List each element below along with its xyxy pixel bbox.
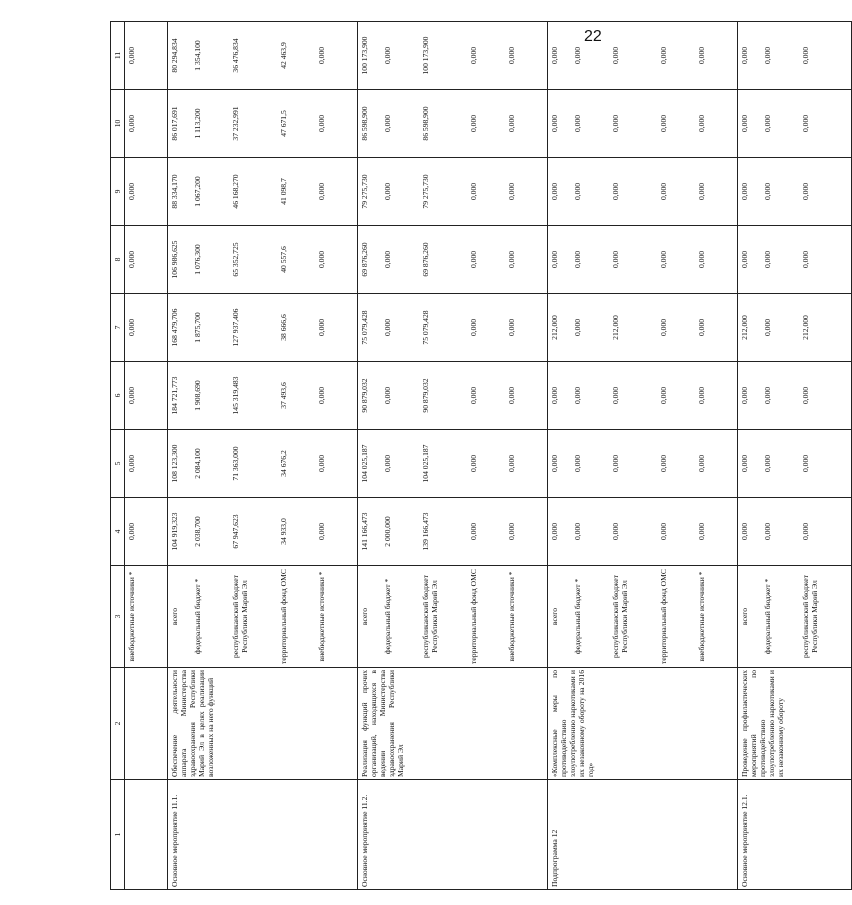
amount-value: 1 076,300 [193,244,202,275]
amount-value: 212,000 [801,315,810,340]
amount-cell [548,90,738,158]
event-code-cell: Основное мероприятие 11.1. [168,780,358,890]
amount-value: 42 463,9 [279,42,288,69]
amount-value: 139 166,473 [421,512,430,551]
amount-value: 0,000 [317,318,326,337]
amount-value: 0,000 [383,386,392,405]
amount-cell [168,22,358,90]
amount-cell [738,294,852,362]
amount-value: 0,000 [317,250,326,269]
amount-value: 0,000 [763,114,772,133]
amount-value: 0,000 [573,250,582,269]
amount-value: 0,000 [697,454,706,473]
funding-source-label: федеральный бюджет * [193,578,202,655]
event-code-cell: Подпрограмма 12 [548,780,738,890]
amount-value: 90 879,032 [421,378,430,413]
amount-value: 0,000 [383,182,392,201]
amount-value: 0,000 [697,182,706,201]
amount-value: 0,000 [659,454,668,473]
funding-source-label: республиканский бюджет Республики Марий Эл [611,575,629,658]
amount-value: 0,000 [127,114,136,133]
column-number: 8 [111,226,125,294]
amount-value: 38 666,6 [279,314,288,341]
column-number: 1 [111,780,125,890]
amount-cell [738,226,852,294]
amount-value: 0,000 [469,182,478,201]
funding-source-label: республиканский бюджет Республики Марий Эл [421,575,439,658]
funding-source-label: республиканский бюджет Республики Марий Эл [801,575,819,658]
column-number: 5 [111,430,125,498]
amount-value: 0,000 [611,46,620,65]
amount-value: 79 275,730 [421,174,430,209]
funding-source-label: территориальный фонд ОМС [659,569,668,664]
amount-value: 0,000 [383,454,392,473]
amount-value: 104 025,187 [360,444,369,483]
amount-value: 0,000 [127,250,136,269]
funding-source-label: республиканский бюджет Республики Марий Эл [231,575,249,658]
amount-cell [358,430,548,498]
funding-source-label: внебюджетные источники * [697,571,706,662]
amount-value: 0,000 [659,522,668,541]
amount-value: 0,000 [550,46,559,65]
amount-value: 0,000 [507,522,516,541]
amount-cell [125,22,168,90]
amount-value: 0,000 [763,522,772,541]
amount-value: 0,000 [317,454,326,473]
amount-value: 75 079,428 [360,310,369,345]
amount-value: 2 084,100 [193,448,202,479]
amount-value: 34 933,0 [279,518,288,545]
event-name-cell: Обеспечение деятельности аппарата Министерства здравоохранения Республики Марий Эл в целях реализации возложенных на него функций [168,668,358,780]
amount-value: 0,000 [507,318,516,337]
amount-value: 0,000 [469,386,478,405]
amount-cell [738,158,852,226]
amount-value: 86 017,691 [170,106,179,141]
funding-source-label: федеральный бюджет * [573,578,582,655]
amount-value: 0,000 [573,114,582,133]
amount-value: 0,000 [659,182,668,201]
amount-cell [548,362,738,430]
funding-source-label: внебюджетные источники * [507,571,516,662]
amount-value: 0,000 [573,454,582,473]
amount-value: 1 067,200 [193,176,202,207]
amount-cell [358,294,548,362]
amount-value: 0,000 [383,114,392,133]
event-code-cell: Основное мероприятие 11.2. [358,780,548,890]
amount-value: 168 479,706 [170,308,179,347]
amount-value: 0,000 [383,46,392,65]
amount-value: 0,000 [550,250,559,269]
table-row [125,22,168,890]
funding-source-label: всего [550,607,559,626]
amount-cell [125,498,168,566]
amount-value: 86 598,900 [421,106,430,141]
table-row [738,22,852,890]
amount-value: 0,000 [127,454,136,473]
amount-value: 0,000 [469,522,478,541]
amount-value: 0,000 [383,318,392,337]
amount-cell [125,158,168,226]
amount-value: 100 173,900 [421,36,430,75]
amount-value: 0,000 [659,318,668,337]
event-code-cell: Основное мероприятие 12.1. [738,780,852,890]
amount-value: 0,000 [469,318,478,337]
amount-value: 0,000 [763,182,772,201]
amount-value: 0,000 [659,386,668,405]
amount-value: 0,000 [763,318,772,337]
amount-value: 1 113,200 [193,108,202,139]
amount-cell [168,498,358,566]
amount-value: 0,000 [507,250,516,269]
funding-source-label: всего [740,607,749,626]
amount-value: 0,000 [317,46,326,65]
amount-value: 0,000 [127,46,136,65]
amount-value: 47 671,5 [279,110,288,137]
amount-value: 0,000 [763,250,772,269]
amount-value: 0,000 [127,522,136,541]
amount-cell [358,498,548,566]
amount-value: 0,000 [507,46,516,65]
page-number: 22 [584,28,602,45]
amount-value: 0,000 [801,114,810,133]
amount-value: 0,000 [801,454,810,473]
amount-cell [125,430,168,498]
amount-value: 0,000 [127,182,136,201]
amount-value: 212,000 [550,315,559,340]
column-number: 10 [111,90,125,158]
table-row [358,22,548,890]
column-number: 9 [111,158,125,226]
amount-value: 0,000 [763,454,772,473]
amount-value: 75 079,428 [421,310,430,345]
funding-source-label: всего [360,607,369,626]
amount-cell [548,430,738,498]
amount-cell [358,362,548,430]
amount-value: 0,000 [697,522,706,541]
amount-value: 46 168,270 [231,174,240,209]
amount-value: 37 232,991 [231,106,240,141]
event-name-cell: Проведение профилактических мероприятий по противодействию злоупотреблению наркотиками и их незаконному обороту [738,668,852,780]
amount-value: 0,000 [550,454,559,473]
amount-cell [358,226,548,294]
funding-source-cell [168,566,358,668]
amount-value: 0,000 [317,386,326,405]
amount-cell [548,498,738,566]
amount-value: 0,000 [659,46,668,65]
amount-value: 1 875,700 [193,312,202,343]
amount-value: 0,000 [801,182,810,201]
amount-value: 106 986,625 [170,240,179,279]
amount-value: 0,000 [507,114,516,133]
amount-value: 2 038,700 [193,516,202,547]
column-number: 4 [111,498,125,566]
table-row [168,22,358,890]
amount-cell [738,22,852,90]
amount-cell [168,362,358,430]
funding-source-label: всего [170,607,179,626]
amount-cell [548,294,738,362]
amount-value: 0,000 [611,386,620,405]
amount-value: 212,000 [611,315,620,340]
amount-value: 0,000 [659,250,668,269]
funding-source-cell [358,566,548,668]
amount-value: 69 876,260 [421,242,430,277]
amount-value: 65 352,725 [231,242,240,277]
event-name-cell: Реализация функций прочих организаций, находящихся в ведении Министерства здравоохранения Республики Марий Эл [358,668,548,780]
table-row [548,22,738,890]
amount-value: 41 098,7 [279,178,288,205]
funding-source-label: федеральный бюджет * [383,578,392,655]
amount-value: 104 025,187 [421,444,430,483]
table-body [111,22,852,890]
column-number: 7 [111,294,125,362]
event-code-cell [125,780,168,890]
column-number: 3 [111,566,125,668]
amount-value: 0,000 [697,318,706,337]
amount-value: 0,000 [740,250,749,269]
amount-value: 0,000 [573,522,582,541]
amount-value: 0,000 [740,114,749,133]
amount-cell [125,294,168,362]
amount-value: 0,000 [573,386,582,405]
amount-value: 0,000 [801,250,810,269]
amount-value: 0,000 [740,46,749,65]
funding-source-cell [738,566,852,668]
event-name-cell [125,668,168,780]
amount-value: 0,000 [740,182,749,201]
amount-value: 0,000 [697,250,706,269]
amount-value: 212,000 [740,315,749,340]
amount-value: 0,000 [383,250,392,269]
amount-value: 145 319,483 [231,376,240,415]
amount-value: 1 354,100 [193,40,202,71]
funding-source-label: внебюджетные источники * [317,571,326,662]
amount-value: 0,000 [611,522,620,541]
amount-cell [168,90,358,158]
amount-value: 0,000 [801,386,810,405]
amount-value: 0,000 [740,454,749,473]
amount-value: 40 557,6 [279,246,288,273]
amount-value: 0,000 [317,182,326,201]
funding-source-label: территориальный фонд ОМС [469,569,478,664]
amount-cell [548,226,738,294]
amount-value: 184 721,773 [170,376,179,415]
amount-value: 100 173,900 [360,36,369,75]
amount-value: 0,000 [740,522,749,541]
amount-value: 0,000 [507,182,516,201]
amount-cell [738,90,852,158]
amount-cell [358,158,548,226]
amount-cell [125,226,168,294]
amount-value: 0,000 [127,386,136,405]
amount-value: 0,000 [763,386,772,405]
amount-value: 90 879,032 [360,378,369,413]
amount-cell [548,158,738,226]
column-number: 11 [111,22,125,90]
amount-value: 108 123,300 [170,444,179,483]
amount-value: 0,000 [469,454,478,473]
amount-value: 0,000 [469,46,478,65]
amount-value: 0,000 [127,318,136,337]
amount-cell [738,362,852,430]
amount-value: 69 876,260 [360,242,369,277]
amount-cell [358,22,548,90]
amount-value: 0,000 [801,522,810,541]
amount-cell [168,158,358,226]
amount-value: 0,000 [659,114,668,133]
funding-source-cell [125,566,168,668]
amount-value: 79 275,730 [360,174,369,209]
amount-value: 36 476,834 [231,38,240,73]
amount-cell [738,498,852,566]
amount-value: 2 000,000 [383,516,392,547]
amount-cell [168,294,358,362]
amount-value: 86 598,900 [360,106,369,141]
amount-value: 0,000 [317,114,326,133]
column-number: 2 [111,668,125,780]
amount-value: 0,000 [550,182,559,201]
amount-cell [738,430,852,498]
amount-value: 104 919,323 [170,512,179,551]
event-name-cell: «Комплексные меры по противодействию злоупотреблению наркотиками и их незаконному обороту на 2016 год» [548,668,738,780]
amount-value: 67 947,623 [231,514,240,549]
amount-cell [125,362,168,430]
amount-value: 0,000 [573,318,582,337]
amount-value: 127 937,406 [231,308,240,347]
amount-value: 141 166,473 [360,512,369,551]
funding-source-label: федеральный бюджет * [763,578,772,655]
amount-value: 0,000 [573,46,582,65]
amount-cell [548,22,738,90]
rotated-table-container [110,22,819,890]
amount-value: 0,000 [507,454,516,473]
amount-value: 34 676,2 [279,450,288,477]
amount-value: 0,000 [469,114,478,133]
amount-value: 0,000 [611,454,620,473]
amount-value: 0,000 [697,386,706,405]
column-number-row [111,22,125,890]
amount-value: 0,000 [507,386,516,405]
column-number: 6 [111,362,125,430]
amount-value: 0,000 [611,182,620,201]
amount-value: 0,000 [317,522,326,541]
amount-value: 0,000 [611,250,620,269]
amount-value: 0,000 [740,386,749,405]
funding-source-label: внебюджетные источники * [127,571,136,662]
amount-value: 80 294,834 [170,38,179,73]
amount-value: 37 493,6 [279,382,288,409]
amount-cell [358,90,548,158]
funding-table [110,21,852,890]
amount-value: 0,000 [801,46,810,65]
amount-cell [125,90,168,158]
amount-value: 0,000 [697,114,706,133]
funding-source-label: территориальный фонд ОМС [279,569,288,664]
amount-value: 0,000 [697,46,706,65]
amount-value: 0,000 [550,522,559,541]
amount-value: 0,000 [550,386,559,405]
amount-cell [168,430,358,498]
amount-value: 1 908,690 [193,380,202,411]
amount-value: 0,000 [573,182,582,201]
amount-value: 88 334,170 [170,174,179,209]
amount-cell [168,226,358,294]
amount-value: 0,000 [763,46,772,65]
amount-value: 71 363,000 [231,446,240,481]
amount-value: 0,000 [550,114,559,133]
amount-value: 0,000 [611,114,620,133]
amount-value: 0,000 [469,250,478,269]
funding-source-cell [548,566,738,668]
